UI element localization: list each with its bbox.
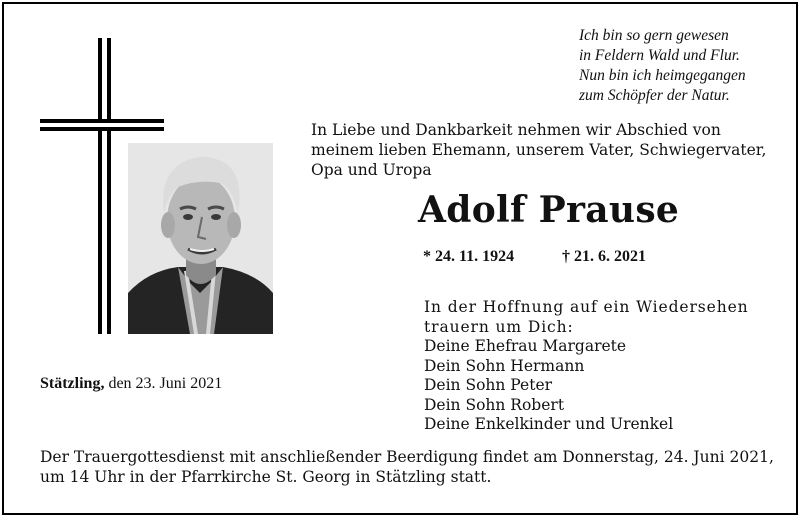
portrait-photo bbox=[128, 143, 273, 334]
intro-text bbox=[311, 120, 766, 180]
mourners-line: trauern um Dich: bbox=[424, 317, 574, 336]
mourner-item: Deine Enkelkinder und Urenkel bbox=[424, 415, 674, 433]
poem-line: zum Schöpfer der Natur. bbox=[579, 87, 730, 104]
place-and-date bbox=[40, 374, 222, 394]
service-info bbox=[40, 447, 774, 487]
mourner-item: Deine Ehefrau Margarete bbox=[424, 337, 627, 355]
birth-date: * 24. 11. 1924 bbox=[423, 248, 515, 265]
poem-line: in Feldern Wald und Flur. bbox=[579, 47, 740, 64]
poem-line: Nun bin ich heimgegangen bbox=[579, 67, 746, 84]
cross-vertical-bar bbox=[98, 38, 111, 334]
cross-horizontal-bar bbox=[40, 119, 164, 131]
mourners-list bbox=[424, 298, 749, 435]
place-town: Stätzling, bbox=[40, 375, 105, 392]
intro-line: meinem lieben Ehemann, unserem Vater, Schwiegervater, bbox=[311, 141, 767, 159]
mourners-line: In der Hoffnung auf ein Wiedersehen bbox=[424, 298, 749, 316]
mourner-item: Dein Sohn Robert bbox=[424, 395, 565, 414]
poem bbox=[579, 26, 746, 106]
service-line: um 14 Uhr in der Pfarrkirche St. Georg in Stätzling statt. bbox=[40, 468, 492, 486]
death-date: † 21. 6. 2021 bbox=[562, 248, 646, 265]
intro-line: In Liebe und Dankbarkeit nehmen wir Abschied von bbox=[311, 121, 721, 139]
place-date: den 23. Juni 2021 bbox=[108, 375, 223, 392]
mourner-item: Dein Sohn Peter bbox=[424, 376, 553, 394]
service-line: Der Trauergottesdienst mit anschließender Beerdigung findet am Donnerstag, 24. Juni 2021, bbox=[40, 448, 774, 466]
poem-line: Ich bin so gern gewesen bbox=[579, 27, 729, 44]
mourner-item: Dein Sohn Hermann bbox=[424, 356, 585, 375]
intro-line: Opa und Uropa bbox=[311, 161, 432, 179]
deceased-name: Adolf Prause bbox=[418, 189, 680, 231]
